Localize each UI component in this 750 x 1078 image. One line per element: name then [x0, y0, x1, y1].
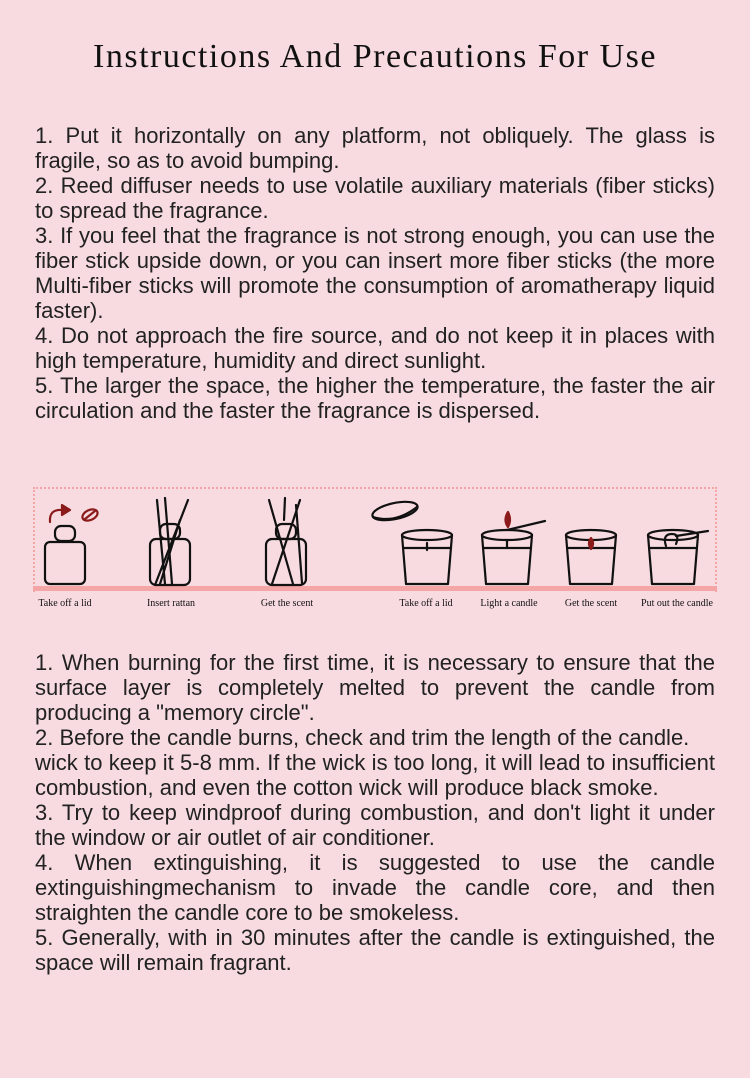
- instruction-item: 5. Generally, with in 30 minutes after the candle is extinguished, the space will remain fragrant.: [35, 925, 715, 975]
- instruction-item: 4. Do not approach the fire source, and do not keep it in places with high temperature, humidity and direct sunlight.: [35, 323, 715, 373]
- step-caption: Insert rattan: [146, 598, 196, 609]
- instruction-item: 3. If you feel that the fragrance is not strong enough, you can use the fiber stick upside down, or you can insert more fiber sticks (the more Multi-fiber sticks will promote the consumption of aromatherapy liquid faster).: [35, 223, 715, 323]
- instruction-item: 2. Before the candle burns, check and trim the length of the candle.: [35, 725, 690, 750]
- step-caption: Get the scent: [260, 598, 314, 609]
- instruction-item: 5. The larger the space, the higher the temperature, the faster the air circulation and the faster the fragrance is dispersed.: [35, 373, 715, 423]
- step-caption: Light a candle: [480, 598, 538, 609]
- candle-instructions: [35, 650, 715, 975]
- instruction-item: 1. Put it horizontally on any platform, not obliquely. The glass is fragile, so as to avoid bumping.: [35, 123, 715, 173]
- instruction-item: 3. Try to keep windproof during combustion, and don't light it under the window or air outlet of air conditioner.: [35, 800, 715, 850]
- instruction-item: wick to keep it 5-8 mm. If the wick is too long, it will lead to insufficient combustion, and even the cotton wick will produce black smoke.: [35, 750, 715, 800]
- diffuser-rattan-icon: [150, 498, 190, 585]
- step-caption: Get the scent: [564, 598, 618, 609]
- page-title: Instructions And Precautions For Use: [93, 38, 657, 75]
- candle-extinguish-icon: [648, 530, 708, 584]
- instruction-item: 1. When burning for the first time, it is necessary to ensure that the surface layer is completely melted to prevent the candle from producing a "memory circle".: [35, 650, 715, 725]
- diffuser-instructions: [35, 123, 715, 423]
- step-caption: Put out the candle: [641, 598, 713, 609]
- steps-illustrations: [0, 490, 750, 590]
- step-caption: Take off a lid: [38, 598, 92, 609]
- diffuser-scent-icon: [266, 498, 306, 585]
- candle-lid-icon: [371, 498, 452, 584]
- step-caption: Take off a lid: [399, 598, 453, 609]
- instruction-item: 2. Reed diffuser needs to use volatile auxiliary materials (fiber sticks) to spread the fragrance.: [35, 173, 715, 223]
- candle-scent-icon: [566, 530, 616, 584]
- diffuser-bottle-icon: [45, 505, 99, 584]
- candle-light-icon: [482, 512, 545, 584]
- instruction-item: 4. When extinguishing, it is suggested to use the candle extinguishingmechanism to invade the candle core, and then straighten the candle core to be smokeless.: [35, 850, 715, 925]
